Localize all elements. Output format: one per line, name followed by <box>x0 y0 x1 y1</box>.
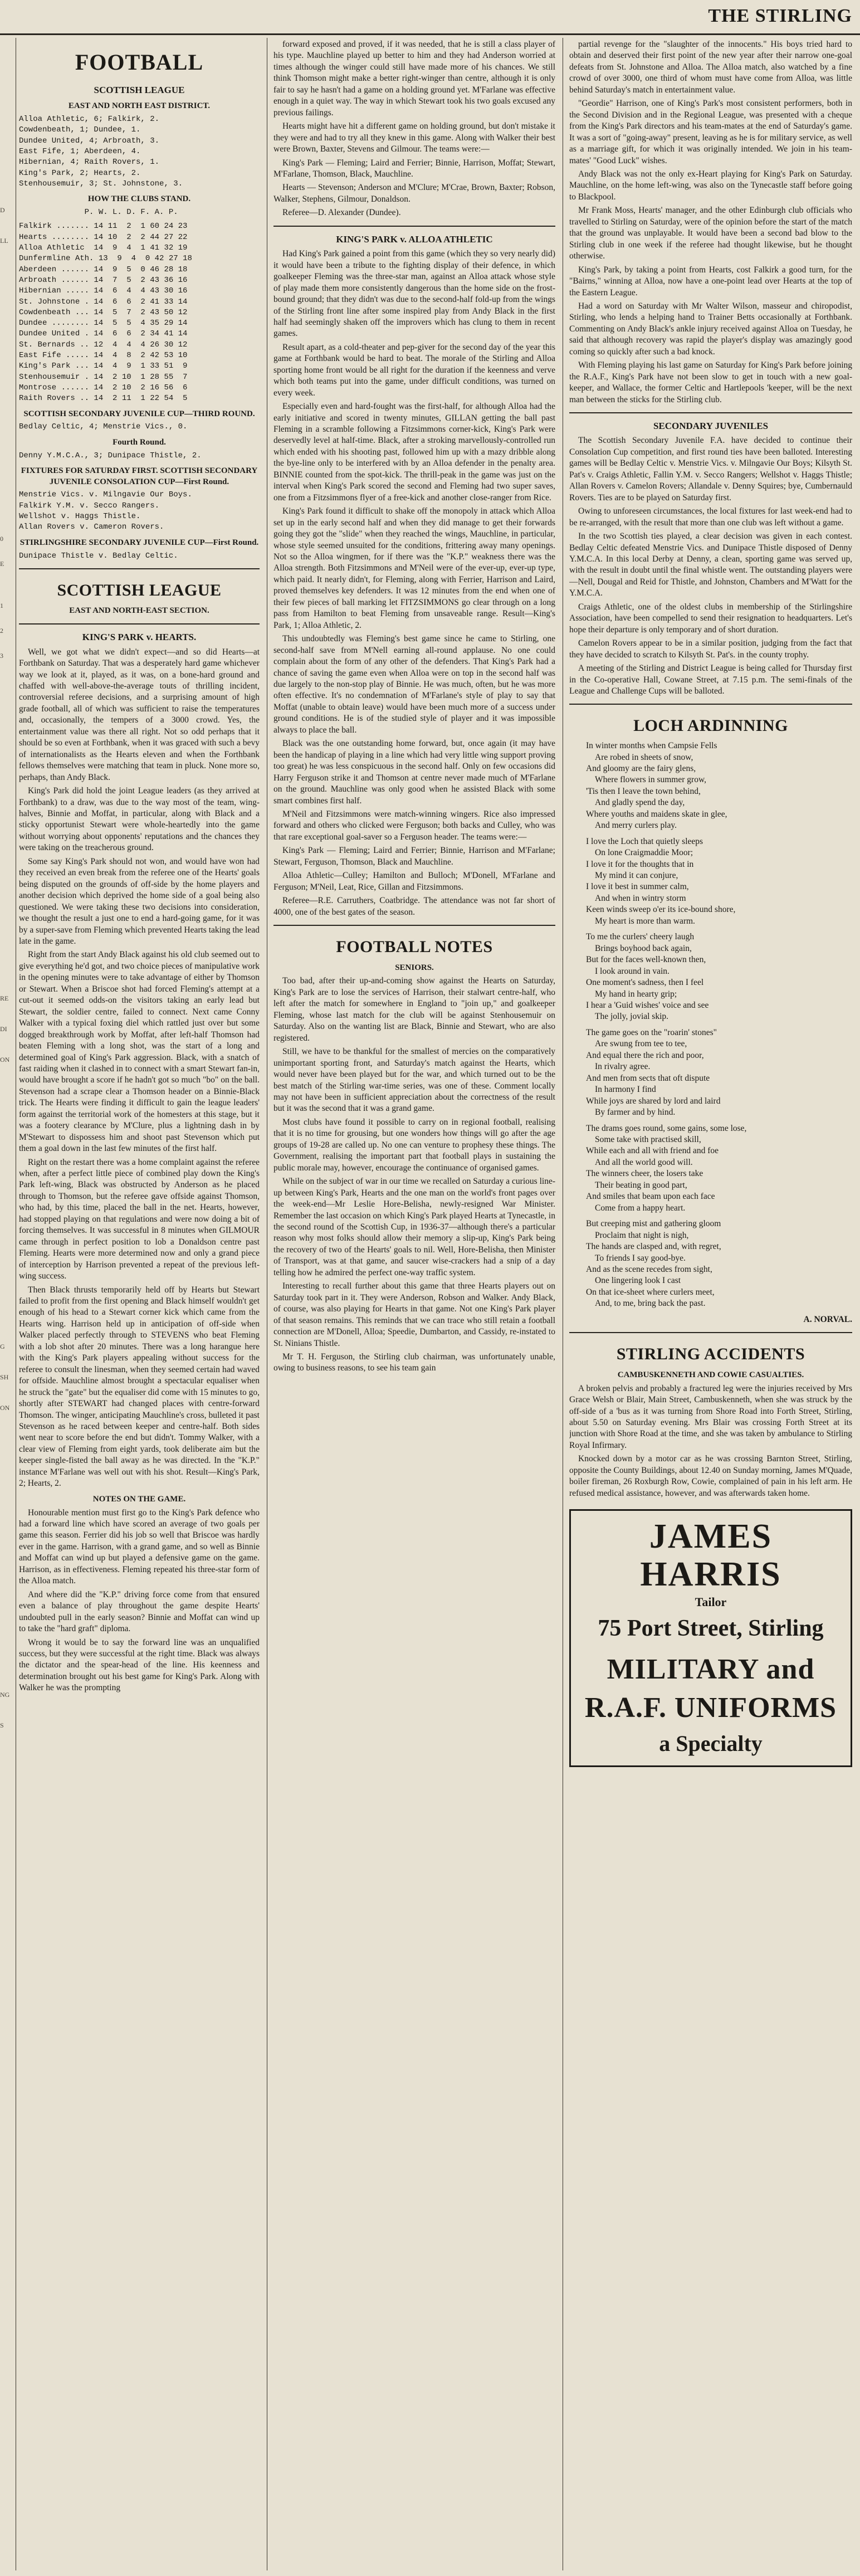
article-paragraph: King's Park did hold the joint League leaders (as they arrived at Forthbank) to a draw, was due to the way most of the team, wing-halves, Binnie and Moffat, in particular, along with Black and a sticky opportunist Stewart were whole-heartedly into the game without worrying about opponents' reputations and the chances they were taking on the treacherous ground. <box>19 786 260 853</box>
article-paragraph: Right on the restart there was a home complaint against the referee when, after a perfect little piece of combined play down the King's Park left-wing, Black was obstructed by Anderson as he placed through to Thomson, but the referee gave offside against Thomson, who had, by this time, placed the ball in the net. Hearts, however, had stopped playing on that regulations and were now doing a bit of forcing themselves. It was successful in 8 minutes when GILMOUR came through in perfect position to lob a Donaldson centre past Fleming. Hearts were more determined now and only a grand piece of interception by Harrison prevented a repeat of the previous left-wing success. <box>19 1157 260 1281</box>
table-heading: HOW THE CLUBS STAND. <box>87 194 191 204</box>
article-paragraph: This undoubtedly was Fleming's best game since he came to Stirling, one second-half save from M'Nell earning all-round applause. No one could complain about the form of any other of the defenders. That King's Park had a chance of saving the game even when Alloa were on top in the second half was due largely to the non-stop play of Binnie. He was much, often, but he was more often effective. It's no condemnation of M'Farlane's style of play to say that Moffat (unable to obtain leave) would have been much more of a success under ground conditions. He is of the studied style of player and it was impossible always to place the ball. <box>273 634 555 735</box>
poem-line: And as the scene recedes from sight, <box>586 1264 712 1274</box>
column-2 <box>273 39 555 2570</box>
left-edge-fragments <box>0 39 14 2570</box>
poem-line: Are swung from tee to tee, <box>595 1039 687 1049</box>
league-results: Alloa Athletic, 6; Falkirk, 2. Cowdenbeath, 1; Dundee, 1. Dundee United, 4; Arbroath, 3. East Fife, 1; Aberdeen, 4. Hibernian, 4; Raith Rovers, 1. King's Park, 2; Hearts, 2. Stenhousemuir, 3; St. Johnstone, 3. <box>19 115 183 188</box>
poem-line: I hear a 'Guid wishes' voice and see <box>586 1001 709 1011</box>
football-banner: FOOTBALL <box>75 50 204 75</box>
article-paragraph: With Fleming playing his last game on Saturday for King's Park before joining the R.A.F., King's Park have not been slow to get in touch with a new goal-keeper, and Wallace, the former Celtic and Hartlepools 'keeper, will be the next man between the sticks for the Stirling club. <box>569 360 852 404</box>
poem-line: Where youths and maidens skate in glee, <box>586 809 727 819</box>
article-paragraph: Too bad, after their up-and-coming show against the Hearts on Saturday, King's Park are to lose the services of Harrison, their stalwart centre-half, who left after the match for somewhere in England to "join up," and goalkeeper Fleming, whose last match for the club will be against Stenhousemuir on Saturday. Also on the wanting list are Black, Binnie and Stewart, who are also registered. <box>273 976 555 1043</box>
poem-line: While each and all with friend and foe <box>586 1146 719 1156</box>
article-paragraph: The Scottish Secondary Juvenile F.A. have decided to continue their Consolation Cup competition, and first round ties have been balloted. Interesting games will be Bedlay Celtic v. Menstrie Vics. v. Milngavie Our Boys; Kilsyth St. Pat's v. Craigs Athletic, Fallin Y.M. v. Secco Rangers; Wellshot v. Haggs Thistle; Allan Rovers v. Camelon Rovers; Allandale v. Denny Squires; bye, Cumbernauld Rovers. Ties are to be played on Saturday first. <box>569 436 852 502</box>
article-paragraph: Honourable mention must first go to the King's Park defence who had a forward line which have scored an average of two goals per game this season. Ferrier did his job so well that Briscoe was hardly ever in the game. Harrison, with a grand game, and so well as Binnie and Moffat can wind up but played a defensive game on the game. Harrison, as in effectiveness. Fleming repeated his three-star form of the Alloa match. <box>19 1507 260 1586</box>
article-paragraph: M'Neil and Fitzsimmons were match-winning wingers. Rice also impressed forward and others who clicked were Ferguson; both backs and Culley, who was that rare exceptional goal-saver so a Ferguson header. The teams were:— <box>273 809 555 842</box>
football-notes-subtitle: SENIORS. <box>395 963 434 972</box>
poem-line: The drams goes round, some gains, some lose, <box>586 1123 747 1133</box>
article-paragraph: Black was the one outstanding home forward, but, once again (it may have been the handicap of playing in a line which had very little wing support proving too great) he was less conspicuous in the second half. Only on few occasions did Harry Ferguson strike it and Thomson at centre never made much of M'Farlane on the ground. Mauchline was only good when he assisted Black with some smart combines first half. <box>273 739 555 806</box>
poem-stanza <box>569 836 852 928</box>
article-paragraph: Camelon Rovers appear to be in a similar position, judging from the fact that they have decided to scratch to Kilsyth St. Pat's. in the county trophy. <box>569 638 852 660</box>
section-divider <box>273 925 555 926</box>
article-paragraph: While on the subject of war in our time we recalled on Saturday a curious line-up between King's Park, Hearts and the one man on the world's front pages over the week-end—Mr Leslie Hore-Belisha, newly-resigned War Minister. Remember the last occasion on which King's Park played Hearts at Tynecastle, in the second round of the Scottish Cup, in 1936-37—although there's a particular reason why most folks should allow their memory a slip-up, King's Park being the recovery of two of the Hearts' goals to nil. Well, Hore-Belisha, then Minister of Transport, was at that game, and saucer wise-crackers had a snip of a day telling how he admired the perfect one-way traffic system. <box>273 1177 555 1277</box>
poem-line: Brings boyhood back again, <box>595 943 692 953</box>
football-notes-title: FOOTBALL NOTES <box>336 938 493 957</box>
masthead-title: THE STIRLING <box>708 6 852 26</box>
article-paragraph: forward exposed and proved, if it was needed, that he is still a class player of his type. Mauchline played up better to him and they had Anderson worried at times although the winger could still have made more of his chances. We still think Thomson might make a better right-winger than centre, although it is only fair to say he hasn't had a game on a holding ground yet. M'Farlane was effective enough in a quiet way. The way in which Stewart took his two goals excused any previous failings. <box>273 40 555 118</box>
poem-line: My heart is more than warm. <box>595 916 695 926</box>
poem-line: Their beating in good part, <box>595 1180 687 1190</box>
article-paragraph: Hearts might have hit a different game on holding ground, but don't mistake it they were and had to try all they knew in this game. Along with Walker their best were Brown, Baxter, Stevens and Gilmour. The teams were:— <box>273 121 555 154</box>
poem-line: And equal there the rich and poor, <box>586 1050 704 1060</box>
edge-fragment: ON <box>0 1056 10 1063</box>
team-lineup: Alloa Athletic—Culley; Hamilton and Bulloch; M'Donell, M'Farlane and Ferguson; M'Neil, Leat, Rice, Gillan and Fitzsimmons. <box>273 871 555 892</box>
poem-line: Keen winds sweep o'er its ice-bound shore, <box>586 905 736 915</box>
poem-line: To me the curlers' cheery laugh <box>586 932 695 942</box>
poem-line: And merry curlers play. <box>595 821 677 831</box>
stirlingshire-fixture: Dunipace Thistle v. Bedlay Celtic. <box>19 551 178 560</box>
ad-name: JAMES HARRIS <box>640 1518 781 1594</box>
team-lineup: King's Park — Fleming; Laird and Ferrier; Binnie, Harrison and M'Farlane; Stewart, Ferguson, Thomson, Black and Mauchline. <box>273 846 555 867</box>
section-divider <box>569 412 852 413</box>
poem-line: And when in wintry storm <box>595 893 686 903</box>
poem-line: The hands are clasped and, with regret, <box>586 1242 721 1252</box>
article-paragraph: In the two Scottish ties played, a clear decision was given in each contest. Bedlay Celtic defeated Menstrie Vics. and Dunipace Thistle disposed of Denny Y.M.C.A. In this local Derby at Denny, a clean, sporting game was served up, with the result in doubt until the final whistle went. The outstanding players were—Nell, Dougal and Reid for Thistle, and Johnston, Chambers and M'Watt for the Y.M.C.A. <box>569 531 852 598</box>
poem-line: And all the world good will. <box>595 1157 693 1167</box>
edge-fragment: LL <box>0 237 8 245</box>
poem-line: I love it for the thoughts that in <box>586 859 694 869</box>
edge-fragment: NG <box>0 1691 10 1699</box>
poem-line: The jolly, jovial skip. <box>595 1012 669 1022</box>
column-3 <box>569 39 852 2570</box>
article-paragraph: Mr T. H. Ferguson, the Stirling club chairman, was unfortunately unable, owing to business reasons, to see his team gain <box>273 1352 555 1373</box>
article-paragraph: Most clubs have found it possible to carry on in regional football, realising that it is no time for grousing, but one wonders how things will go after the age groups of 19-28 are called up. No one can venture to prophesy these things. The Government, realising the important part that football plays in sustaining the public morale may, however, encourage the continuance of organised games. <box>273 1117 555 1173</box>
fixtures-list: Menstrie Vics. v. Milngavie Our Boys. Falkirk Y.M. v. Secco Rangers. Wellshot v. Haggs Thistle. Allan Rovers v. Cameron Rovers. <box>19 490 192 532</box>
section-divider <box>569 1332 852 1333</box>
article-paragraph: And where did the "K.P." driving force come from that ensured even a balance of play throughout the game despite Hearts' undoubted pull in the early season? Binnie and Moffat can wind up to take the "hard graft" diploma. <box>19 1589 260 1634</box>
ad-address: 75 Port Street, Stirling <box>598 1615 824 1641</box>
poem-line: My hand in hearty grip; <box>595 989 677 999</box>
alloa-match-title: KING'S PARK v. ALLOA ATHLETIC <box>336 233 493 245</box>
column-1 <box>19 39 260 2570</box>
poem-line: The game goes on the "roarin' stones" <box>586 1027 717 1037</box>
article-paragraph: partial revenge for the "slaughter of the innocents." His boys tried hard to obtain and deserved their first point of the new year after their narrow one-goal defeats from St. Johnstone and Alloa. The Alloa match, also watched by a fine crowd of over 3000, one third of whom must have come from Alloa, was little behind Saturday's match in entertainment value. <box>569 40 852 95</box>
article-paragraph: King's Park found it difficult to shake off the monopoly in attack which Alloa set up in the early second half and when they did manage to get their forwards going they got the "slide" when they reached the wings, Mauchline, in particular, whose style seemed unsuited for the conditions, frittering away many openings. Not so the Alloa wingmen, for if there was the "K.P." weakness there was the Alloa strength. Both Fitzsimmons and M'Neil were of the ever-up, ever-up type, which paid. It nearly didn't, for Fleming, along with Ferrier, Harrison and Laird, proved themselves key defenders. It was 12 minutes from the end when one of their few pieces of ball marking let FITZSIMMONS go clear through on a long pass from Hamilton to beat Fleming from unsaveable range. Result—King's Park, 1; Alloa Athletic, 2. <box>273 506 555 630</box>
section-divider <box>19 623 260 625</box>
tailor-advertisement <box>569 1509 852 1767</box>
section-divider <box>19 568 260 569</box>
article-paragraph: Then Black thrusts temporarily held off by Hearts but Stewart failed to profit from the first opening and Black himself wouldn't get enough of his head to a Stewart corner kick which came from the Hearts wing. Harrison held up in anticipation of off-side when Walker placed perfectly through to STEVENS who beat Fleming with a lob shot after 20 minutes. There was a long harangue here with the King's Park players appealing without success for the referee to consult the linesman, when they seemed certain had waved for offside. Mauchline almost brought a spectacular equaliser when he struck the "gate" but the equaliser did come with 15 minutes to go, shortly after STEWART had changed places with centre-forward Thomson. The winger, anticipating Mauchline's cross, bulleted it past Stevenson as he raced between keeper and centre-half. Both sides went near to score before the end but didn't. Tommy Walker, with a clear view of Fleming from eight yards, took deliberate aim but the keeper single-fisted the ball away as he was directed. In the "K.P." instance M'Farlane was well out with his shot. Result—King's Park, 2; Hearts, 2. <box>19 1285 260 1489</box>
poem-line: I love the Loch that quietly sleeps <box>586 836 703 846</box>
ad-trade: Tailor <box>695 1594 727 1609</box>
article-paragraph: Knocked down by a motor car as he was crossing Barnton Street, Stirling, opposite the County Buildings, about 12.40 on Sunday morning, James M'Quade, boiler fireman, 26 Roxburgh Row, Cowie, complained of pain in his left arm. He refused medical assistance, however, and was afterwards taken home. <box>569 1454 852 1498</box>
article-paragraph: Especially even and hard-fought was the first-half, for although Alloa had the early initiative and scored in twenty minutes, GILLAN getting the ball past Fleming in a scramble following a Fitzsimmons corner-kick, King's Park were deservedly level at half-time. Black, after a stroking marvellously-controlled run which ended with his shooting past, followed him up with a mazy dribble along the bye-line only to be interfered with by an Alloa defender in the penalty area. BINNIE counted from the spot-kick. The thrill-peak in the game was just on the interval when King's Park scored the second and Fleming had two super saves, one from a Fitzsimmons flyer of a free-kick and another close-ranger from Rice. <box>273 402 555 502</box>
article-paragraph: Had King's Park gained a point from this game (which they so very nearly did) it would have been a tribute to the fighting display of their defence, in which goalkeeper Fleming was the three-star man, against an Alloa attack whose style of play made them more consistently dangerous than the home side on the frost-bound ground; that they didn't was due to the second-half fold-up from the wings of the Stirling front line after some inspired play from Andy Black in the first half had seemingly shaken off the improvers which has clung to them in recent games. <box>273 249 555 339</box>
league-heading: SCOTTISH LEAGUE <box>94 84 185 95</box>
section-divider <box>273 226 555 227</box>
fourth-round-heading: Fourth Round. <box>113 437 166 447</box>
referee-line: Referee—D. Alexander (Dundee). <box>282 208 401 218</box>
article-paragraph: A broken pelvis and probably a fractured leg were the injuries received by Mrs Grace Welsh or Blair, Main Street, Cambuskenneth, when she was struck by the off-side of a 'bus as it was turning from Shore Road into Forth Street, Stirling, about 5.50 on Saturday evening. Mrs Blair was crossing Forth Street at its junction with Shore Road at the time, and she was taken by ambulance to Stirling Royal Infirmary. <box>569 1383 852 1450</box>
section-divider <box>569 704 852 705</box>
referee-line: Referee—R.E. Carruthers, Coatbridge. The attendance was not far short of 4000, one of the best gates of the season. <box>273 896 555 917</box>
fourth-round-result: Denny Y.M.C.A., 3; Dunipace Thistle, 2. <box>19 451 202 460</box>
league-table-rows: Falkirk ....... 14 11 2 1 60 24 23 Hearts ........ 14 10 2 2 44 27 22 Alloa Athletic 14 9 4 1 41 32 19 Dunfermline Ath. 13 9 4 0 42 27 18 Aberdeen ...... 14 9 5 0 46 28 18 Arbroath ...... 14 7 5 2 43 36 16 Hibernian ..... 14 6 4 4 43 30 16 St. Johnstone . 14 6 6 2 41 33 14 Cowdenbeath ... 14 5 7 2 43 50 12 Dundee ........ 14 5 5 4 35 29 14 Dundee United . 14 6 6 2 34 41 14 St. Bernards .. 12 4 4 4 26 30 12 East Fife ..... 14 4 8 2 42 53 10 King's Park ... 14 4 9 1 33 51 9 Stenhousemuir . 14 2 10 1 28 55 7 Montrose ...... 14 2 10 2 16 56 6 Raith Rovers .. 14 2 11 1 22 54 5 <box>19 222 192 403</box>
article-paragraph: Result apart, as a cold-theater and pep-giver for the second day of the year this game at Forthbank would be hard to beat. The morale of the Stirling and Alloa sporting home front would be all right for the duration if the keenness and verve which both teams put into the game, under difficult conditions, was turned on every week. <box>273 342 555 398</box>
poem-line: On lone Craigmaddie Moor; <box>595 848 693 858</box>
poem-line: 'Tis then I leave the town behind, <box>586 786 701 796</box>
article-paragraph: Well, we got what we didn't expect—and so did Hearts—at Forthbank on Saturday. That was a desperately hard game whichever way we look at it, played, as it was, on a bone-hard ground and chaffed with well-above-the-average touts of thrilling incident, controversial referee decisions, and a surprising amount of high grade football, all of which was sufficient to raise the temperatures and, occasionally, the tempers of a 3000 crowd. Yes, the entertainment value was there all right. Not so odd perhaps that it should be so even at Forthbank, when it was graced with such a bevy of internationalists as the Hearts eleven and when the Forthbank fellows themselves were matching that team in pluck. None more so, perhaps, than Andy Black. <box>19 647 260 782</box>
poem-line: One lingering look I cast <box>595 1276 681 1286</box>
poem-title: LOCH ARDINNING <box>633 716 788 735</box>
match-notes-heading: NOTES ON THE GAME. <box>92 1494 186 1504</box>
poem-line: And gladly spend the day, <box>595 798 685 808</box>
article-paragraph: Still, we have to be thankful for the smallest of mercies on the comparatively unimportant sporting front, and Saturday's match against the Hearts, which would never have been played but for the war, and which turned out to be the best match of the Stirling war-time series, was one of these. Comment locally may not have been in sufficient appreciation about the correctness of the result but it was the second that it was a grand game. <box>273 1047 555 1114</box>
edge-fragment: RE <box>0 994 9 1002</box>
article-paragraph: Andy Black was not the only ex-Heart playing for King's Park on Saturday. Mauchline, on the home left-wing, was also on the Tynecastle staff before going to Blackpool. <box>569 169 852 202</box>
article-paragraph: Mr Frank Moss, Hearts' manager, and the other Edinburgh club officials who travelled to Stirling on Saturday, were of the opinion before the start of the match that the ground was unplayable. It would have been a second bad blow to the Stirling club in one week if the referee had thought likewise, but he thought otherwise. <box>569 206 852 261</box>
edge-fragment: S <box>0 1721 4 1729</box>
poem-stanza <box>569 1123 852 1214</box>
edge-fragment: G <box>0 1343 5 1350</box>
poem-line: And gloomy are the fairy glens, <box>586 763 696 773</box>
poem-line: And men from sects that oft dispute <box>586 1073 710 1083</box>
poem-stanza <box>569 1218 852 1310</box>
poem-line: To friends I say good-bye. <box>595 1253 686 1263</box>
edge-fragment: DI <box>0 1025 7 1033</box>
poem-line: Proclaim that night is nigh, <box>595 1230 689 1240</box>
edge-fragment: E <box>0 560 4 568</box>
edge-fragment: SH <box>0 1373 9 1381</box>
poem-line: And, to me, bring back the past. <box>595 1299 706 1309</box>
poem-line: In rivalry agree. <box>595 1062 651 1072</box>
article-paragraph: Some say King's Park should not won, and would have won had they received an even break from the referee one of the Hearts' goals being disputed on the grounds of off-side by the home players and another decision which deprived the home side of a goal being also questioned. We were taking these two decisions into consideration, we thought the result a just one to end a hard-going game, for it was by a super-save from Fleming which prevented Hearts taking the lead late in the game. <box>19 856 260 946</box>
poem-stanza <box>569 1027 852 1119</box>
ad-line-2: R.A.F. UNIFORMS <box>584 1691 837 1724</box>
masthead <box>0 0 860 35</box>
edge-fragment: D <box>0 206 5 214</box>
stirlingshire-cup-heading: STIRLINGSHIRE SECONDARY JUVENILE CUP—First Round. <box>19 538 259 547</box>
article-paragraph: King's Park, by taking a point from Hearts, cost Falkirk a good turn, for the "Bairns," winning at Alloa, now have a one-point lead over Hearts at the top of the Eastern League. <box>569 265 852 297</box>
article-paragraph: Right from the start Andy Black against his old club seemed out to give everything he'd got, and two choice pieces of manipulative work in the opening minutes were to take advantage of either by Thomson or Stewart. When a Briscoe shot had forced Fleming's attempt at a cut-out it seemed odds-on the visitors taking an early lead but Stewart, the soldier centre, failed to connect. Next came Conny Walker with a typical foxing diel which rattled just over but some dogged breakthrough work by Moffat, after left-half Thomson had beaten Fleming with a long shot, was the start of a long and determined goal of King's Park aggression. Black, with a snatch of fast raiding when it clashed in to connect with a smart Stewart fan-in, would have brought a score if he hadn't got so much "bo" on the ball. Stevenson had a scrape clear a Thomson header on a Binnie-Black trick. The Hearts were finding it difficult to gain the league leaders' form against the territorial work of the homesters at this stage, but it was a footery clearance by M'Clure, plus a lightning dash in by M'Stewart to dispossess him and shoot past Stevenson which put them a goal down in the last few minutes of the first half. <box>19 950 260 1154</box>
league-section-subheading: EAST AND NORTH-EAST SECTION. <box>69 606 209 616</box>
ad-line-1: MILITARY and <box>607 1653 815 1686</box>
article-paragraph: Owing to unforeseen circumstances, the local fixtures for last week-end had to be re-arranged, with the result that more than one club was left without a game. <box>569 506 852 528</box>
article-paragraph: "Geordie" Harrison, one of King's Park's most consistent performers, both in the Second Division and in the Regional League, was presented with a cheque from the King's Park directors and his team-mates at the end of Saturday's game. It was a sort of "going-away" present, leaving as he is for military service, as well as a marriage gift, for which it was originally intended. We join in his team-mates' "Good Luck" wishes. <box>569 99 852 165</box>
article-paragraph: Interesting to recall further about this game that three Hearts players out on Saturday took part in it. They were Anderson, Robson and Walker. Andy Black, of course, was also playing for Hearts in that game. Not one King's Park player of that season remains. This reminds that we can trace who still retain a football connection are M'Donell, Alloa; Speedie, Dumbarton, and Cassidy, re-instated to St. Ninians Thistle. <box>273 1281 555 1348</box>
secondary-cup-result: Bedlay Celtic, 4; Menstrie Vics., 0. <box>19 422 188 432</box>
match-report-title: KING'S PARK v. HEARTS. <box>82 632 197 643</box>
edge-fragment: 2 <box>0 627 3 635</box>
article-paragraph: Had a word on Saturday with Mr Walter Wilson, masseur and chiropodist, Stirling, who lends a helping hand to Trainer Betts occasionally at Forthbank. Commenting on Andy Black's ankle injury received against Alloa on Tuesday, he said that although recovery was rapid the player's display was amazingly good coming so quickly after such a bad knock. <box>569 301 852 357</box>
league-table-header: P. W. L. D. F. A. P. <box>19 208 178 217</box>
poem-line: The winners cheer, the losers take <box>586 1169 703 1179</box>
poem-stanza <box>569 931 852 1023</box>
accidents-title: STIRLING ACCIDENTS <box>616 1345 805 1364</box>
accidents-subtitle: CAMBUSKENNETH AND COWIE CASUALTIES. <box>617 1370 804 1379</box>
article-paragraph: Craigs Athletic, one of the oldest clubs in membership of the Stirlingshire Association, have been compelled to send their resignation to headquarters. Let's hope their departure is only temporary and of short duration. <box>569 602 852 635</box>
fixtures-heading: FIXTURES FOR SATURDAY FIRST. SCOTTISH SECONDARY JUVENILE CONSOLATION CUP—First Round. <box>21 466 258 486</box>
league-section-heading: SCOTTISH LEAGUE <box>57 580 222 599</box>
edge-fragment: 1 <box>0 602 3 609</box>
juveniles-title: SECONDARY JUVENILES <box>653 421 769 432</box>
poem-line: Are robed in sheets of snow, <box>595 752 693 762</box>
poem-line: My mind it can conjure, <box>595 871 678 881</box>
poem <box>569 740 852 1310</box>
poem-line: Some take with practised skill, <box>595 1135 701 1144</box>
article-paragraph: Wrong it would be to say the forward line was an unqualified success, but they were successful at the right time. Black was always the dictator and the spear-head of the line. His keenness and determination brought out his best game for King's Park. Along with Walker he was the prompting <box>19 1637 260 1693</box>
poem-line: But for the faces well-known then, <box>586 955 706 965</box>
poem-line: Where flowers in summer grow, <box>595 775 707 785</box>
poem-line: Come from a happy heart. <box>595 1203 686 1213</box>
ad-line-3: a Specialty <box>659 1731 763 1757</box>
poem-line: In winter months when Campsie Fells <box>586 741 717 751</box>
league-subheading: EAST AND NORTH EAST DISTRICT. <box>68 101 211 111</box>
edge-fragment: 3 <box>0 652 3 660</box>
edge-fragment: 0 <box>0 535 3 543</box>
poem-line: One moment's sadness, then I feel <box>586 978 704 988</box>
poem-line: In harmony I find <box>595 1085 656 1095</box>
poem-line: I look around in vain. <box>595 966 670 976</box>
poem-line: By farmer and by hind. <box>595 1108 676 1118</box>
poem-line: I love it best in summer calm, <box>586 882 689 892</box>
poem-line: But creeping mist and gathering gloom <box>586 1219 721 1229</box>
poem-stanza <box>569 740 852 832</box>
team-lineup: King's Park — Fleming; Laird and Ferrier; Binnie, Harrison, Moffat; Stewart, M'Farlane, Thomson, Black, Mauchline. <box>273 158 555 179</box>
poem-line: While joys are shared by lord and laird <box>586 1096 721 1106</box>
team-lineup: Hearts — Stevenson; Anderson and M'Clure; M'Crae, Brown, Baxter; Robson, Walker, Stephens, Gilmour, Donaldson. <box>273 183 555 204</box>
poem-line: And smiles that beam upon each face <box>586 1192 715 1202</box>
article-paragraph: A meeting of the Stirling and District League is being called for Thursday first in the Co-operative Hall, Cowane Street, at 7.15 p.m. The semi-finals of the League and Challenge Cups will be balloted. <box>569 663 852 696</box>
poem-line: On that ice-sheet where curlers meet, <box>586 1287 715 1297</box>
secondary-cup-heading: SCOTTISH SECONDARY JUVENILE CUP—THIRD ROUND. <box>23 409 255 418</box>
edge-fragment: ON <box>0 1404 10 1412</box>
poem-signature: A. NORVAL. <box>803 1314 852 1324</box>
